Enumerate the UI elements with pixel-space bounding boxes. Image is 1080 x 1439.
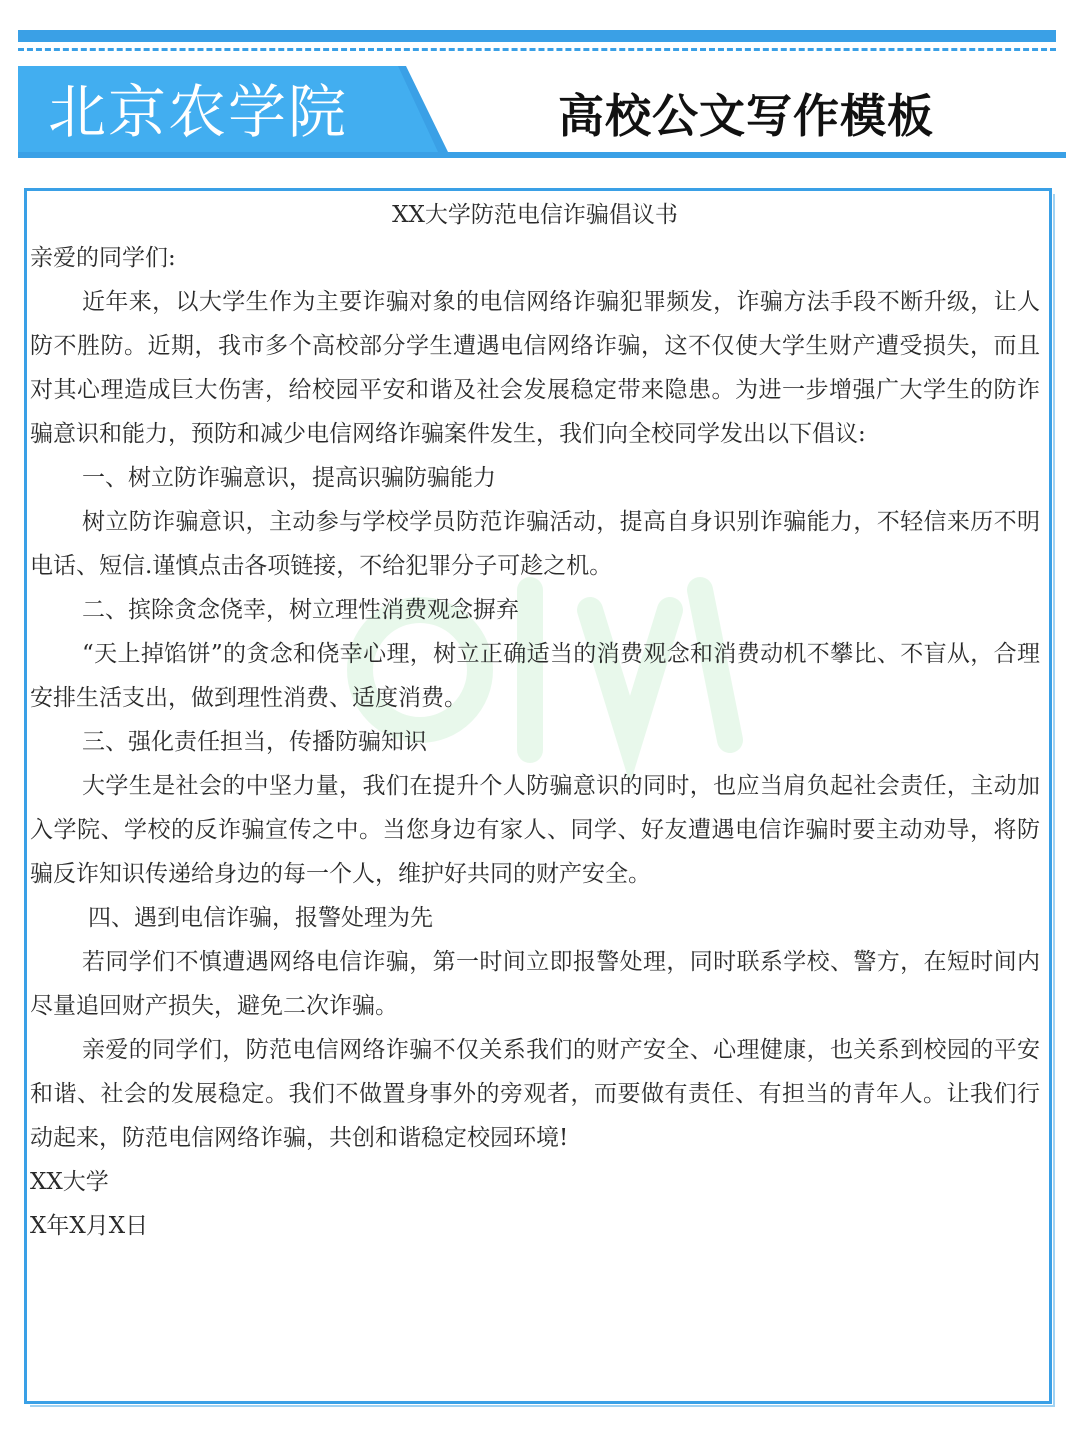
document-body <box>30 194 1040 1248</box>
date: X年X月X日 <box>30 1213 149 1239</box>
section-heading: 二、摈除贪念侥幸，树立理性消费观念摒弃 <box>82 597 519 623</box>
closing-paragraph: 亲爱的同学们，防范电信网络诈骗不仅关系我们的财产安全、心理健康，也关系到校园的平安和谐、社会的发展稳定。我们不做置身事外的旁观者，而要做有责任、有担当的青年人。让我们行动起来，防范电信网络诈骗，共创和谐稳定校园环境! <box>30 1037 1040 1151</box>
header-banner <box>18 66 1066 158</box>
top-accent-bar <box>18 30 1056 42</box>
section-body: 树立防诈骗意识，主动参与学校学员防范诈骗活动，提高自身识别诈骗能力，不轻信来历不明电话、短信.谨慎点击各项链接，不给犯罪分子可趁之机。 <box>30 509 1040 579</box>
section-heading: 三、强化责任担当，传播防骗知识 <box>82 729 427 755</box>
section-heading: 一、树立防诈骗意识，提高识骗防骗能力 <box>82 465 496 491</box>
document-title: XX大学防范电信诈骗倡议书 <box>392 202 678 228</box>
section-body: “天上掉馅饼”的贪念和侥幸心理，树立正确适当的消费观念和消费动机不攀比、不盲从，合理安排生活支出，做到理性消费、适度消费。 <box>30 641 1040 711</box>
template-title: 高校公文写作模板 <box>558 89 934 143</box>
school-name: 北京农学院 <box>48 78 349 146</box>
section-heading: 四、遇到电信诈骗，报警处理为先 <box>88 905 433 931</box>
signature: XX大学 <box>30 1169 109 1195</box>
section-body: 大学生是社会的中坚力量，我们在提升个人防骗意识的同时，也应当肩负起社会责任，主动加入学院、学校的反诈骗宣传之中。当您身边有家人、同学、好友遭遇电信诈骗时要主动劝导，将防骗反诈知识传递给身边的每一个人，维护好共同的财产安全。 <box>30 773 1040 887</box>
section-body: 若同学们不慎遭遇网络电信诈骗，第一时间立即报警处理，同时联系学校、警方，在短时间内尽量追回财产损失，避免二次诈骗。 <box>30 949 1040 1019</box>
salutation: 亲爱的同学们: <box>30 245 176 271</box>
dashed-divider <box>18 48 1056 51</box>
intro-paragraph: 近年来，以大学生作为主要诈骗对象的电信网络诈骗犯罪频发，诈骗方法手段不断升级，让人防不胜防。近期，我市多个高校部分学生遭遇电信网络诈骗，这不仅使大学生财产遭受损失，而且对其心理造成巨大伤害，给校园平安和谐及社会发展稳定带来隐患。为进一步增强广大学生的防诈骗意识和能力，预防和减少电信网络诈骗案件发生，我们向全校同学发出以下倡议: <box>30 289 1040 447</box>
